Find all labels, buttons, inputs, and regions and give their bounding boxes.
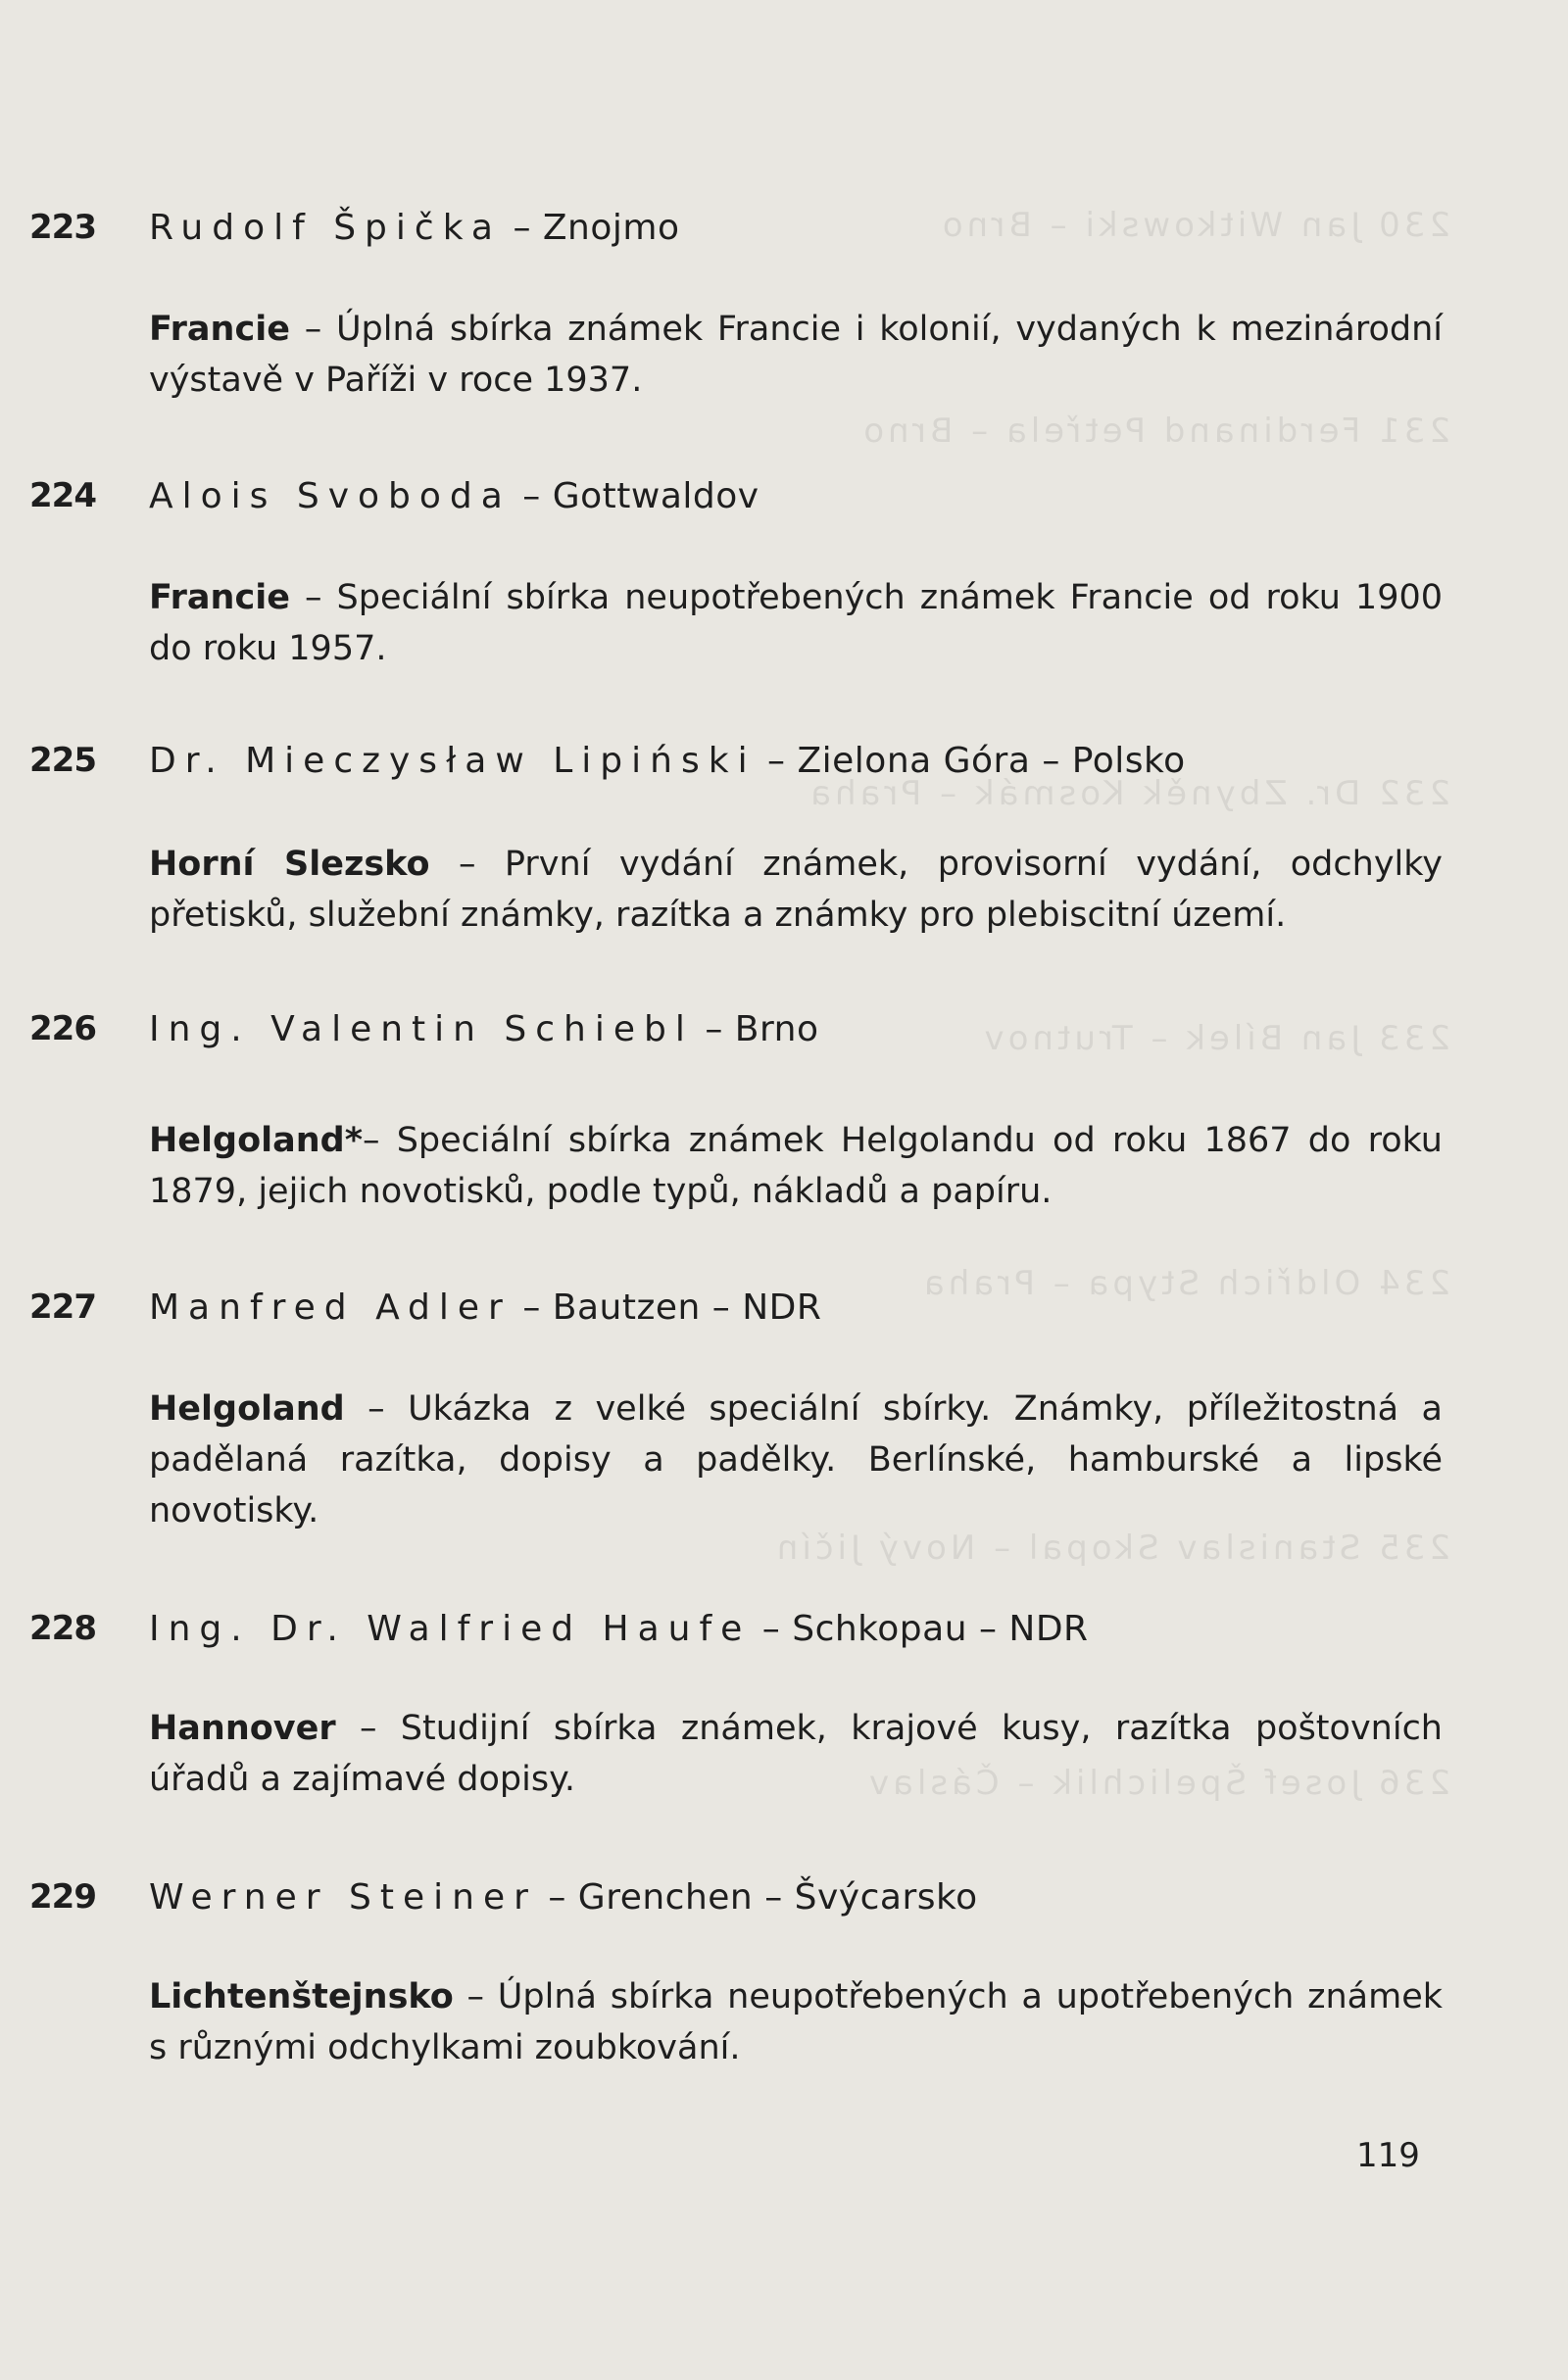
exhibitor-line [149, 1287, 821, 1328]
exhibit-description [149, 1971, 1443, 2073]
entry-number: 225 [29, 741, 96, 780]
exhibit-text: – Studijní sbírka známek, krajové kusy, razítka poštovních úřadů a zajímavé dopisy. [149, 1709, 1443, 1799]
exhibit-description [149, 1384, 1443, 1536]
exhibitor-location: – Bautzen – NDR [522, 1287, 822, 1328]
exhibit-description [149, 1115, 1443, 1217]
exhibit-country: Lichtenštejnsko [149, 1977, 454, 2016]
entry-number: 223 [29, 208, 96, 247]
exhibit-text: – Speciální sbírka neupotřebených známek Francie od roku 1900 do roku 1957. [149, 578, 1443, 668]
page-number: 119 [1356, 2136, 1420, 2175]
exhibitor-line [149, 1009, 818, 1049]
exhibit-country: Helgoland* [149, 1121, 364, 1160]
exhibitor-location: – Brno [705, 1009, 819, 1049]
exhibit-description [149, 1703, 1443, 1805]
entry-number: 228 [29, 1609, 96, 1648]
exhibitor-location: – Grenchen – Švýcarsko [548, 1877, 978, 1918]
exhibitor-name: Alois Svoboda [149, 476, 512, 516]
exhibitor-name: Rudolf Špička [149, 208, 502, 248]
exhibit-text: – Úplná sbírka neupotřebených a upotřebených známek s různými odchylkami zoubkování. [149, 1977, 1443, 2067]
exhibit-text: – Úplná sbírka známek Francie i kolonií, vydaných k mezinárodní výstavě v Paříži v roce 1937. [149, 310, 1443, 400]
exhibitor-location: – Schkopau – NDR [761, 1609, 1089, 1649]
exhibitor-location: – Zielona Góra – Polsko [767, 741, 1186, 781]
exhibit-country: Hannover [149, 1709, 336, 1748]
exhibitor-line [149, 1609, 1089, 1649]
entry-number: 227 [29, 1287, 96, 1327]
exhibitor-line [149, 208, 679, 248]
entry-number: 224 [29, 476, 96, 515]
exhibitor-name: Ing. Dr. Walfried Haufe [149, 1609, 752, 1649]
exhibitor-location: – Znojmo [513, 208, 680, 248]
exhibitor-name: Ing. Valentin Schiebl [149, 1009, 694, 1049]
bleed-through: 230 Jan Witkowski – Brno 231 Ferdinand Petřela – Brno 232 Dr. Zbyněk Kosmák – Praha 233 Jan Bílek – Trutnov 234 Oldřich Stypa – Praha 235 Stanislav Skopal – Nový Jičín 236 Josef Špelichlik – Čáslav [772, 206, 1450, 1803]
exhibit-country: Francie [149, 578, 290, 617]
exhibit-description [149, 304, 1443, 406]
exhibit-text: – První vydání známek, provisorní vydání, odchylky přetisků, služební známky, razítka a známky pro plebiscitní území. [149, 845, 1443, 935]
exhibitor-location: – Gottwaldov [522, 476, 760, 516]
exhibitor-line [149, 1877, 978, 1918]
exhibitor-name: Werner Steiner [149, 1877, 537, 1918]
entry-number: 226 [29, 1009, 96, 1048]
exhibit-description [149, 839, 1443, 941]
exhibit-country: Helgoland [149, 1389, 345, 1429]
entry-number: 229 [29, 1877, 96, 1917]
exhibit-description [149, 572, 1443, 674]
exhibitor-name: Dr. Mieczysław Lipiński [149, 741, 757, 781]
exhibitor-name: Manfred Adler [149, 1287, 512, 1328]
exhibitor-line [149, 741, 1186, 781]
exhibit-text: – Speciální sbírka známek Helgolandu od roku 1867 do roku 1879, jejich novotisků, podle typů, nákladů a papíru. [149, 1121, 1443, 1211]
exhibitor-line [149, 476, 760, 516]
exhibit-country: Francie [149, 310, 290, 349]
exhibit-text: – Ukázka z velké speciální sbírky. Známky, příležitostná a padělaná razítka, dopisy a padělky. Berlínské, hamburské a lipské novotisky. [149, 1389, 1443, 1530]
exhibit-country: Horní Slezsko [149, 845, 430, 884]
